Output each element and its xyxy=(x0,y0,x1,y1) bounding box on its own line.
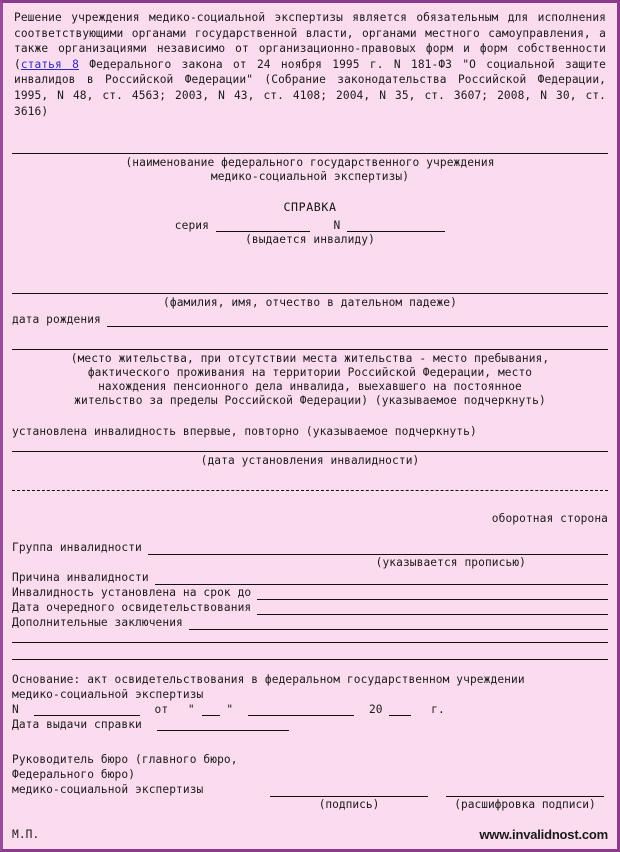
act-quote-open: " xyxy=(187,703,195,717)
preamble-text-after-link: Федерального закона от 24 ноября 1995 г. N 181-ФЗ "О социальной защите инвалидов в Российской Федерации" (Собрание законодательства Российской Федерации, 1995, N 48, ст. 4563; 2003, N 43, ст. 4108; 2004, N 35, ст. 3607; 2008, N 30, ст. 3616) xyxy=(14,57,606,118)
disability-term-input-blank[interactable] xyxy=(257,588,608,600)
number-label: N xyxy=(333,219,341,233)
address-caption-line-1: (место жительства, при отсутствии места жительства - место пребывания, xyxy=(70,352,550,366)
next-examination-date-row xyxy=(12,600,608,615)
certificate-title: СПРАВКА xyxy=(283,200,337,215)
act-day-input-blank[interactable] xyxy=(202,705,220,716)
act-year-prefix: 20 xyxy=(368,703,383,717)
signature-caption: (подпись) xyxy=(318,798,380,812)
act-number-date-row xyxy=(12,702,608,717)
issued-to-caption: (выдается инвалиду) xyxy=(245,233,375,247)
act-year-input-blank[interactable] xyxy=(389,705,411,716)
signature-captions-row xyxy=(12,797,608,811)
signature-decode-input-blank[interactable] xyxy=(446,783,604,797)
birth-date-row xyxy=(12,312,608,327)
federal-law-article-link[interactable]: статья 8 xyxy=(20,57,79,71)
issue-date-input-blank[interactable] xyxy=(157,720,289,731)
head-of-bureau-line-2: Федерального бюро) xyxy=(12,768,136,782)
basis-line-1: Основание: акт освидетельствования в федеральном государственном учреждении xyxy=(12,673,525,687)
site-watermark: www.invalidnost.com xyxy=(479,827,608,843)
act-year-suffix: г. xyxy=(431,703,445,717)
birth-date-label: дата рождения xyxy=(12,313,101,327)
basis-line-2: медико-социальной экспертизы xyxy=(12,688,204,702)
issue-date-row xyxy=(12,717,608,732)
disability-term-label: Инвалидность установлена на срок до xyxy=(12,586,252,600)
next-examination-date-input-blank[interactable] xyxy=(257,603,608,615)
address-caption-line-4: жительство за пределы Российской Федерации) (указываемое подчеркнуть) xyxy=(74,394,546,408)
act-from-label: от xyxy=(154,703,169,717)
disability-established-line: установлена инвалидность впервые, повторно (указываемое подчеркнуть) xyxy=(12,425,477,439)
birth-date-input-blank[interactable] xyxy=(107,315,608,327)
signature-input-blank[interactable] xyxy=(270,783,428,797)
establish-date-caption: (дата установления инвалидности) xyxy=(200,454,420,468)
additional-conclusions-label: Дополнительные заключения xyxy=(12,616,183,630)
stamp-place-label: М.П. xyxy=(12,828,40,842)
signature-block xyxy=(270,783,608,797)
signature-caption-wrap xyxy=(270,797,428,811)
disability-group-input-blank[interactable] xyxy=(148,543,608,555)
head-of-bureau-line-3: медико-социальной экспертизы xyxy=(12,783,204,797)
disability-cause-label: Причина инвалидности xyxy=(12,571,149,585)
disability-cause-input-blank[interactable] xyxy=(155,573,608,585)
preamble-text-before-link: Решение учреждения медико-социальной экспертизы является обязательным для исполнения соответствующими органами государственной власти, органами местного самоуправления, а также организациями независимо от организационно-правовых форм и форм собственности ( xyxy=(14,11,606,71)
fio-caption: (фамилия, имя, отчество в дательном падеже) xyxy=(163,296,457,310)
signature-column xyxy=(270,783,428,797)
disability-cause-row xyxy=(12,570,608,585)
signature-decode-column xyxy=(446,783,604,797)
reverse-side-label: оборотная сторона xyxy=(491,512,608,526)
series-number-row xyxy=(12,218,608,233)
head-of-bureau-line-1: Руководитель бюро (главного бюро, xyxy=(12,753,238,767)
legal-preamble-paragraph xyxy=(14,10,606,119)
series-label: серия xyxy=(174,219,209,233)
address-caption-line-3: нахождения пенсионного дела инвалида, выехавшего на постоянное xyxy=(98,380,522,394)
act-number-label: N xyxy=(12,703,19,717)
disability-group-caption: (указывается прописью) xyxy=(375,556,526,570)
series-input-blank[interactable] xyxy=(216,221,310,232)
institution-caption-line-2: медико-социальной экспертизы) xyxy=(210,170,410,184)
act-quote-close: " xyxy=(226,703,234,717)
signature-decode-caption: (расшифровка подписи) xyxy=(454,798,596,812)
institution-caption-line-1: (наименование федерального государственного учреждения xyxy=(125,156,495,170)
additional-conclusions-input-blank[interactable] xyxy=(189,618,608,630)
disability-group-label: Группа инвалидности xyxy=(12,541,142,555)
number-input-blank[interactable] xyxy=(347,221,445,232)
additional-conclusions-row xyxy=(12,615,608,630)
address-caption-line-2: фактического проживания на территории Российской Федерации, место xyxy=(87,366,533,380)
next-examination-date-label: Дата очередного освидетельствования xyxy=(12,601,252,615)
disability-term-row xyxy=(12,585,608,600)
signature-decode-caption-wrap xyxy=(446,797,604,811)
act-month-input-blank[interactable] xyxy=(248,705,354,716)
issue-date-label: Дата выдачи справки xyxy=(12,718,142,732)
disability-group-row xyxy=(12,540,608,555)
act-number-input-blank[interactable] xyxy=(34,705,140,716)
